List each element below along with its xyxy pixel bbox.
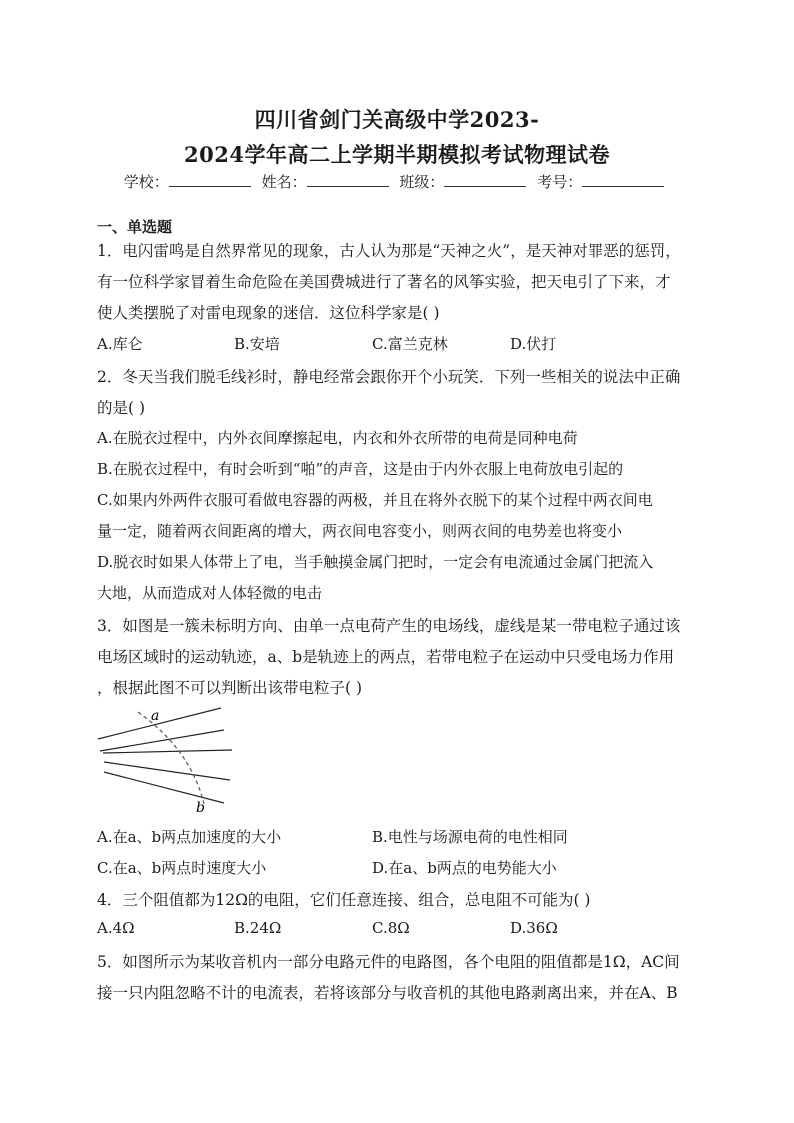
q2-line2: 的是( ) [97,399,146,417]
name-label: 姓名： [261,173,307,191]
q1-line1: 1．电闪雷鸣是自然界常见的现象，古人认为那是“天神之火”，是天神对罪恶的惩罚， [97,242,681,260]
q2-option-c-line2[interactable]: 量一定，随着两衣间距离的增大，两衣间电容变小，则两衣间的电势差也将变小 [97,522,623,540]
q4-option-a[interactable]: A.4Ω [97,919,135,937]
q1-option-a[interactable]: A.库仑 [97,335,143,353]
name-field[interactable] [307,173,389,187]
q4-option-b[interactable]: B.24Ω [234,919,282,937]
q2-option-c-line1[interactable]: C.如果内外两件衣服可看做电容器的两极，并且在将外衣脱下的某个过程中两衣间电 [97,491,653,509]
q4-option-c[interactable]: C.8Ω [372,919,410,937]
section-heading: 一、单选题 [97,218,173,236]
exam-title-line1: 四川省剑门关高级中学2023- [254,107,540,132]
class-field[interactable] [444,173,526,187]
class-label: 班级： [399,173,445,191]
exam-title-line2: 2024学年高二上学期半期模拟考试物理试卷 [184,142,610,167]
q3-line1: 3．如图是一簇未标明方向、由单一点电荷产生的电场线，虚线是某一带电粒子通过该 [97,617,681,635]
field-line-1 [98,708,221,739]
q3-option-d[interactable]: D.在a、b两点的电势能大小 [372,859,557,877]
school-field[interactable] [169,173,251,187]
q5-line1: 5．如图所示为某收音机内一部分电路元件的电路图，各个电阻的阻值都是1Ω，AC间 [97,953,680,971]
exam-no-label: 考号： [537,173,583,191]
q2-option-d-line2[interactable]: 大地，从而造成对人体轻微的电击 [97,584,323,602]
field-line-2 [100,730,224,751]
q1-option-c[interactable]: C.富兰克林 [372,335,448,353]
point-a-label: a [151,708,160,724]
q3-line2: 电场区域时的运动轨迹，a、b是轨迹上的两点，若带电粒子在运动中只受电场力作用 [97,648,675,666]
q5-line2: 接一只内阻忽略不计的电流表，若将该部分与收音机的其他电路剥离出来，并在A、B [97,984,678,1002]
q1-option-b[interactable]: B.安培 [234,335,280,353]
q2-option-a[interactable]: A.在脱衣过程中，内外衣间摩擦起电，内衣和外衣所带的电荷是同种电荷 [97,429,578,447]
particle-trajectory [138,712,204,804]
q2-option-d-line1[interactable]: D.脱衣时如果人体带上了电，当手触摸金属门把时，一定会有电流通过金属门把流入 [97,553,654,571]
q3-option-a[interactable]: A.在a、b两点加速度的大小 [97,828,282,846]
field-line-3 [103,750,232,753]
q1-line2: 有一位科学家冒着生命危险在美国费城进行了著名的风筝实验，把天电引了下来，才 [97,273,671,291]
electric-field-figure [96,700,236,818]
q3-option-c[interactable]: C.在a、b两点时速度大小 [97,859,267,877]
q1-line3: 使人类摆脱了对雷电现象的迷信．这位科学家是( ) [97,304,440,322]
q3-option-b[interactable]: B.电性与场源电荷的电性相同 [372,828,568,846]
school-label: 学校： [123,173,169,191]
exam-no-field[interactable] [582,173,664,187]
q1-option-d[interactable]: D.伏打 [510,335,557,353]
q4-option-d[interactable]: D.36Ω [510,919,558,937]
q4-line1: 4．三个阻值都为12Ω的电阻，它们任意连接、组合，总电阻不可能为( ) [97,891,591,909]
student-info-row [0,171,794,192]
q2-line1: 2．冬天当我们脱毛线衫时，静电经常会跟你开个小玩笑．下列一些相关的说法中正确 [97,368,681,386]
point-b-label: b [196,800,205,816]
q3-line3: ，根据此图不可以判断出该带电粒子( ) [97,679,363,697]
q2-option-b[interactable]: B.在脱衣过程中，有时会听到“啪”的声音，这是由于内外衣服上电荷放电引起的 [97,460,624,478]
